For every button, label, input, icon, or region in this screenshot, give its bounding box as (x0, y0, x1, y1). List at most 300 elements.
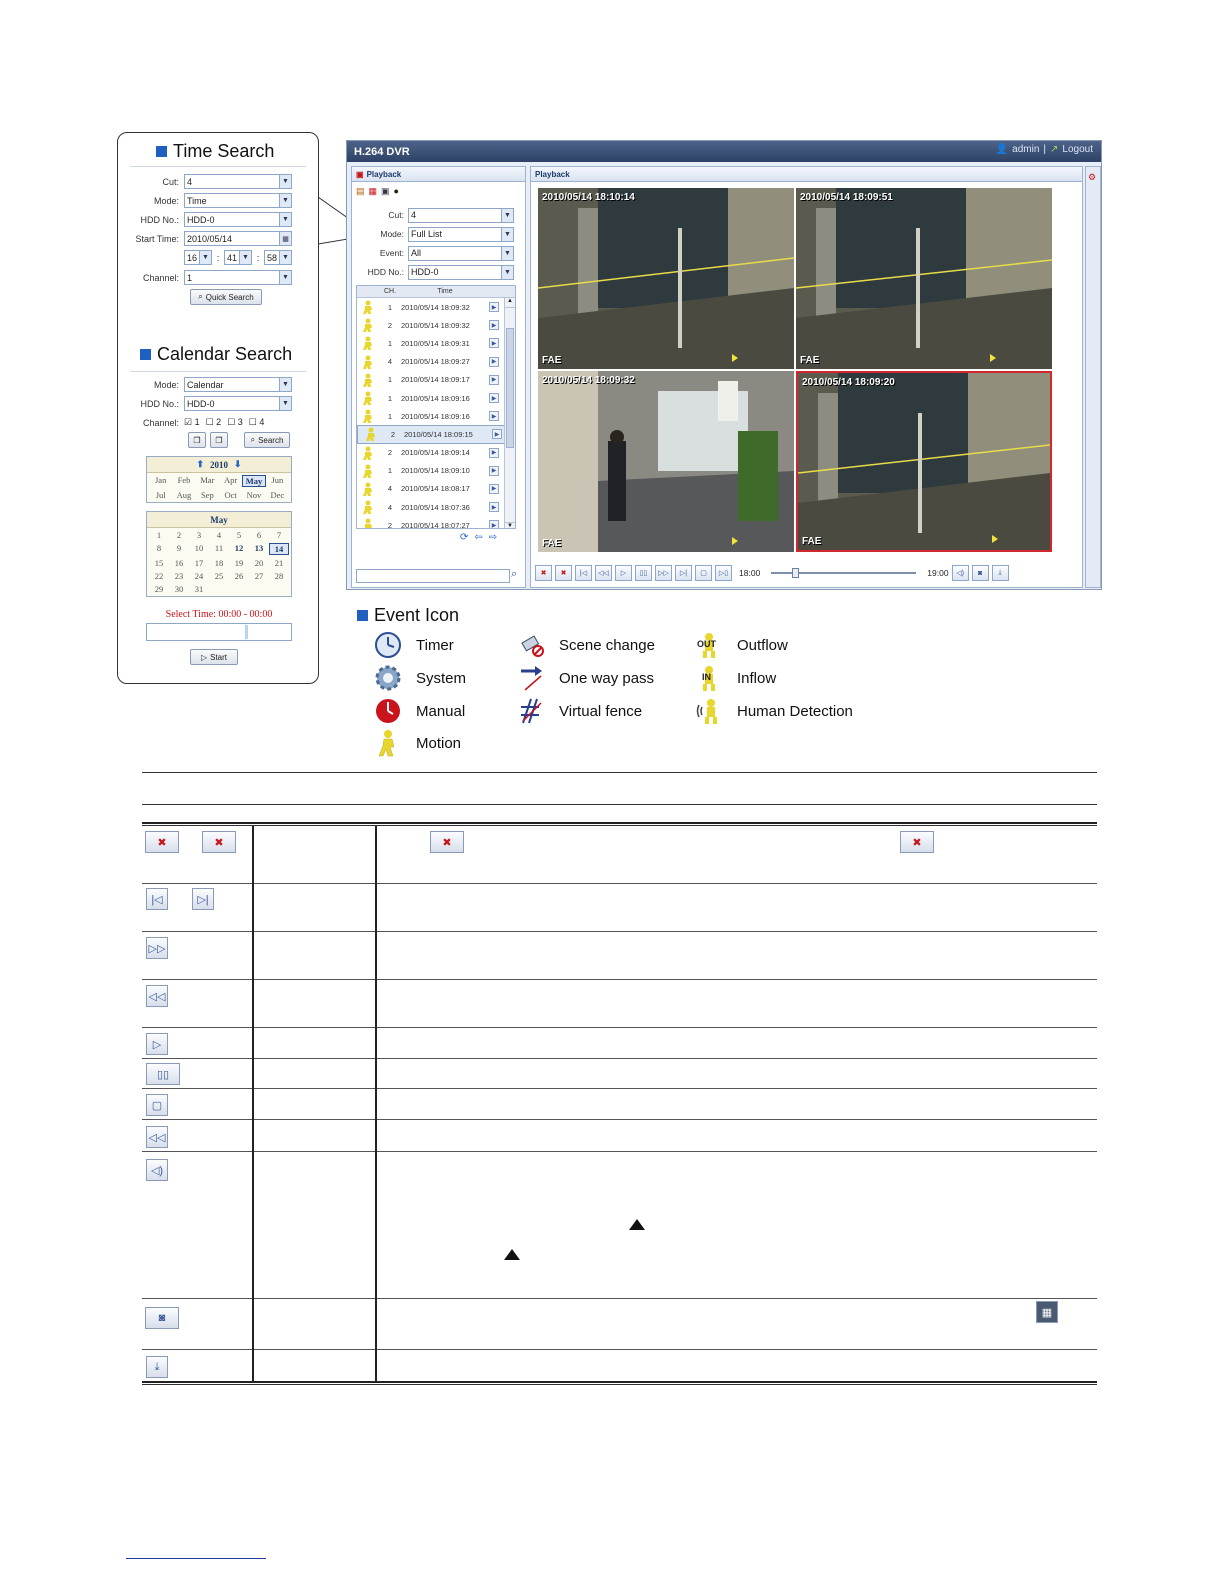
table-stop-icon: ▢ (146, 1094, 168, 1116)
play-event-icon[interactable]: ▶ (489, 520, 499, 529)
channel-4-checkbox[interactable]: ☐ 4 (248, 417, 265, 427)
table-fast-rewind-icon: ◁◁ (146, 985, 168, 1007)
eject-icon (629, 1219, 645, 1230)
play-icon: ▷ (620, 570, 627, 577)
hour-select[interactable]: 16 ▼ (184, 250, 212, 265)
time-channel-row: Channel: 1 ▼ (124, 269, 310, 286)
download-button[interactable] (992, 565, 1009, 581)
magnifier-icon: ⌕ (250, 435, 256, 444)
cal-hdd-row: HDD No.: HDD-0 ▼ (124, 395, 310, 412)
event-channel: 1 (387, 302, 393, 312)
month-cell[interactable]: Feb (177, 475, 191, 485)
table-next-hour-icon: ▷| (192, 888, 214, 910)
table-row (142, 932, 1097, 980)
legend-inflow: IN Inflow (695, 664, 776, 692)
outflow-icon: OUT (695, 631, 723, 659)
table-rule-bottom-1 (142, 1381, 1097, 1383)
clear-button[interactable] (210, 432, 228, 448)
human-event-icon (360, 427, 382, 441)
table-row (142, 1059, 1097, 1089)
table-snapshot-icon: ◙ (145, 1307, 179, 1329)
day-cell[interactable]: 4 (216, 530, 222, 540)
eject-icon (504, 1249, 520, 1260)
cal-mode-select[interactable]: Calendar ▼ (184, 377, 292, 392)
event-row[interactable] (357, 462, 515, 480)
days-grid (147, 528, 291, 596)
event-channel: 1 (387, 338, 393, 348)
chevron-down-icon: ▼ (279, 397, 291, 410)
day-cell[interactable]: 27 (254, 571, 264, 581)
day-cell[interactable]: 22 (154, 571, 164, 581)
table-play-icon: ▷ (146, 1033, 168, 1055)
event-row[interactable] (357, 425, 515, 443)
chevron-down-icon: ▼ (501, 266, 513, 279)
month-cell[interactable]: Apr (224, 475, 238, 485)
motion-event-icon (357, 355, 379, 369)
second-select[interactable]: 58 ▼ (264, 250, 292, 265)
month-cell[interactable]: Sep (200, 490, 214, 500)
table-row (142, 1028, 1097, 1059)
human-detection-icon (695, 697, 723, 725)
month-cell[interactable]: May (242, 475, 265, 487)
time-range-bar[interactable] (146, 623, 292, 641)
event-channel: 1 (387, 375, 393, 385)
outflow-event-icon (357, 373, 379, 387)
play-event-icon[interactable]: ▶ (489, 393, 499, 403)
table-column-divider (252, 826, 254, 1382)
chevron-down-icon: ▼ (501, 228, 513, 241)
event-channel: 2 (387, 520, 393, 529)
timeline-slider[interactable] (771, 568, 916, 578)
chevron-down-icon: ▼ (279, 378, 291, 391)
month-cell[interactable]: Nov (246, 490, 262, 500)
chevron-down-icon: ▼ (279, 175, 291, 188)
legend-timer: Timer (374, 631, 454, 659)
table-audio-icon: ◁) (146, 1159, 168, 1181)
start-button[interactable]: ▷ Start (190, 649, 238, 665)
table-pause-icon: ▯▯ (146, 1063, 180, 1085)
download-icon: ⤓ (998, 569, 1002, 576)
event-time: 2010/05/14 18:09:31 (401, 338, 470, 348)
month-cell[interactable]: Mar (200, 475, 215, 485)
day-cell[interactable]: 18 (214, 558, 224, 568)
previous-hour-button[interactable] (575, 565, 592, 581)
rewind-icon: ◁◁ (598, 570, 609, 577)
event-row[interactable] (357, 316, 515, 334)
cal-mode-row: Mode: Calendar ▼ (124, 376, 310, 393)
channel-1-checkbox[interactable]: ☑ 1 (184, 417, 200, 427)
time-mode-row: Mode: Time ▼ (124, 192, 310, 209)
time-mode-select[interactable]: Time ▼ (184, 193, 292, 208)
list-hdd-select[interactable]: HDD-0 ▼ (408, 265, 514, 280)
slow-icon: ▷▯ (718, 570, 729, 577)
event-channel: 2 (390, 429, 396, 439)
day-cell[interactable]: 5 (236, 530, 242, 540)
play-event-icon[interactable]: ▶ (489, 411, 499, 421)
event-icon-title: Event Icon (357, 605, 459, 626)
event-time: 2010/05/14 18:09:17 (401, 375, 470, 385)
motion-event-icon (357, 500, 379, 514)
table-previous-hour-icon: |◁ (146, 888, 168, 910)
day-cell[interactable]: 24 (194, 571, 204, 581)
inline-close-icon: ✖ (430, 831, 464, 853)
event-list-scrollbar[interactable] (504, 298, 515, 529)
divider (130, 166, 306, 167)
time-cut-row: Cut: 4 ▼ (124, 173, 310, 190)
play-event-icon[interactable]: ▶ (489, 484, 499, 494)
channel-3-checkbox[interactable]: ☐ 3 (227, 417, 243, 427)
play-event-icon[interactable]: ▶ (492, 429, 502, 439)
page-icon: ❒ (215, 435, 223, 445)
play-event-icon[interactable]: ▶ (489, 448, 499, 458)
table-row (142, 1089, 1097, 1120)
event-time: 2010/05/14 18:09:16 (401, 411, 470, 421)
day-cell[interactable]: 19 (234, 558, 244, 568)
slow-play-button[interactable] (715, 565, 732, 581)
scroll-up-icon[interactable]: ▲ (505, 298, 515, 308)
event-rows (357, 298, 515, 529)
cal-channel-row: Channel: ☑ 1 ☐ 2 ☐ 3 ☐ 4 (142, 417, 265, 428)
motion-event-icon (357, 446, 379, 460)
playback-list-pane (351, 166, 526, 588)
day-cell[interactable]: 13 (254, 543, 264, 553)
table-column-divider (375, 826, 377, 1382)
list-mode-row: Mode: Full List ▼ (356, 226, 519, 242)
event-time: 2010/05/14 18:07:27 (401, 520, 470, 529)
month-cell[interactable]: Aug (176, 490, 192, 500)
motion-event-icon (357, 464, 379, 478)
day-cell[interactable]: 29 (154, 584, 164, 594)
outflow-event-icon (357, 391, 379, 405)
month-cell[interactable]: Jun (271, 475, 284, 485)
system-icon (374, 664, 402, 692)
pause-button[interactable] (635, 565, 652, 581)
close-channel-button[interactable] (555, 565, 572, 581)
event-row[interactable] (357, 298, 515, 316)
window-scrollbar[interactable] (1085, 166, 1101, 588)
bullet-square-icon (156, 146, 167, 157)
prev-page-icon[interactable]: ⇦ (474, 532, 483, 543)
playback-icon: ▣ (356, 169, 364, 179)
month-cell[interactable]: Dec (270, 490, 285, 500)
camera-2-scene (796, 188, 1052, 369)
minute-select[interactable]: 41 ▼ (224, 250, 252, 265)
manual-icon (374, 697, 402, 725)
table-rule-double-1 (142, 822, 1097, 824)
list-pane-header: ▣ Playback (352, 167, 525, 182)
time-search-title: Time Search (156, 141, 274, 162)
day-cell[interactable]: 9 (176, 543, 182, 553)
camera-3-scene (538, 371, 794, 552)
close-all-icon: ✖ (540, 570, 547, 577)
day-cell[interactable]: 15 (154, 558, 164, 568)
day-cell[interactable]: 11 (214, 543, 224, 553)
motion-event-icon (357, 318, 379, 332)
channel-2-checkbox[interactable]: ☐ 2 (205, 417, 222, 427)
timeline-start-label: 18:00 (739, 568, 761, 578)
table-row (142, 1120, 1097, 1152)
search-icon[interactable]: ⌕ (511, 568, 518, 580)
day-cell[interactable]: 8 (156, 543, 162, 553)
event-search-icon[interactable]: ▦ (368, 186, 378, 196)
day-cell[interactable]: 1 (156, 530, 162, 540)
legend-motion: Motion (374, 729, 461, 757)
day-cell[interactable]: 21 (274, 558, 284, 568)
chevron-down-icon: ▼ (279, 194, 291, 207)
chevron-down-icon: ▼ (279, 213, 291, 226)
list-nav (460, 532, 497, 543)
time-channel-select[interactable]: 1 ▼ (184, 270, 292, 285)
day-cell[interactable]: 20 (254, 558, 264, 568)
table-rule-header (142, 804, 1097, 805)
table-row (142, 1152, 1097, 1299)
month-cell[interactable]: Jan (154, 475, 167, 485)
inline-close-all-icon: ✖ (900, 831, 934, 853)
inflow-event-icon (357, 300, 379, 314)
scene-change-icon (517, 631, 545, 659)
refresh-icon[interactable]: ⟳ (460, 532, 469, 543)
start-clock-row: 16 ▼ : 41 ▼ : 58 ▼ (124, 249, 310, 266)
event-row[interactable] (357, 389, 515, 407)
next-year-arrow-icon[interactable]: ⬇ (234, 459, 242, 469)
table-fast-forward-icon: ▷▷ (146, 937, 168, 959)
prev-year-arrow-icon[interactable]: ⬆ (196, 459, 204, 469)
play-event-icon[interactable]: ▶ (489, 466, 499, 476)
view-pane-header: Playback (531, 167, 1082, 182)
event-time: 2010/05/14 18:09:32 (401, 320, 470, 330)
day-picker (146, 511, 292, 597)
table-row (142, 1350, 1097, 1381)
close-all-channels-button[interactable] (535, 565, 552, 581)
playback-marker-icon (992, 535, 998, 543)
play-event-icon[interactable]: ▶ (489, 338, 499, 348)
table-row (142, 980, 1097, 1028)
dvr-window (346, 140, 1102, 590)
day-cell[interactable]: 12 (234, 543, 244, 553)
close-icon: ✖ (560, 570, 567, 577)
event-row[interactable] (357, 444, 515, 462)
dvr-title-bar: H.264 DVR 👤 admin | ↗ Logout (347, 141, 1101, 162)
event-time: 2010/05/14 18:08:17 (401, 484, 470, 494)
help-icon[interactable]: ⚙ (1088, 172, 1097, 182)
event-channel: 1 (387, 411, 393, 421)
list-search-input[interactable] (356, 569, 510, 583)
day-cell[interactable]: 30 (174, 584, 184, 594)
camera-view-2[interactable]: 2010/05/14 18:09:51 FAE (796, 188, 1052, 369)
day-cell[interactable]: 25 (214, 571, 224, 581)
table-row (142, 826, 1097, 884)
table-row (142, 884, 1097, 932)
table-rule-top (142, 772, 1097, 773)
table-download-icon: ⤓ (146, 1356, 168, 1378)
event-time: 2010/05/14 18:07:36 (401, 502, 470, 512)
time-range-marker (245, 625, 248, 639)
list-hdd-row: HDD No.: HDD-0 ▼ (356, 264, 519, 280)
human-event-icon (357, 409, 379, 423)
play-icon: ▷ (200, 652, 208, 662)
timeline-end-label: 19:00 (927, 568, 949, 578)
camera-view-3[interactable]: 2010/05/14 18:09:32 FAE (538, 371, 794, 552)
camera-icon: ◙ (977, 569, 983, 577)
pause-icon: ▯▯ (639, 570, 648, 577)
list-toolbar (356, 186, 399, 197)
chevron-down-icon: ▼ (199, 251, 211, 264)
day-cell[interactable]: 17 (194, 558, 204, 568)
event-channel: 1 (387, 466, 393, 476)
play-event-icon[interactable]: ▶ (489, 302, 499, 312)
stop-button[interactable] (695, 565, 712, 581)
list-cut-select[interactable]: 4 ▼ (408, 208, 514, 223)
next-page-icon[interactable]: ⇨ (488, 532, 498, 543)
scroll-thumb[interactable] (506, 328, 514, 448)
event-channel: 1 (387, 393, 393, 403)
time-hdd-row: HDD No.: HDD-0 ▼ (124, 211, 310, 228)
camera-view-4-selected[interactable]: 2010/05/14 18:09:20 FAE (796, 371, 1052, 552)
play-event-icon[interactable]: ▶ (489, 320, 499, 330)
audio-button[interactable] (952, 565, 969, 581)
table-close-all-icon: ✖ (145, 831, 179, 853)
camera-icon[interactable]: ● (393, 186, 399, 196)
bullet-square-icon (140, 349, 151, 360)
camera-1-scene (538, 188, 794, 369)
event-row[interactable] (357, 371, 515, 389)
chevron-down-icon: ▼ (279, 251, 291, 264)
list-cut-row: Cut: 4 ▼ (356, 207, 519, 223)
day-cell[interactable]: 23 (174, 571, 184, 581)
motion-event-icon (357, 482, 379, 496)
legend-virtual-fence: Virtual fence (517, 697, 642, 725)
copy-icon: ❐ (193, 435, 201, 445)
fast-rewind-button[interactable] (595, 565, 612, 581)
legend-outflow: OUT Outflow (695, 631, 788, 659)
virtual-fence-icon (517, 697, 545, 725)
event-row[interactable] (357, 516, 515, 529)
quick-search-button[interactable]: ⌕ Quick Search (190, 289, 262, 305)
inflow-icon: IN (695, 664, 723, 692)
event-row[interactable] (357, 353, 515, 371)
event-time: 2010/05/14 18:09:15 (404, 429, 473, 439)
inline-screen-icon: ▦ (1036, 1301, 1058, 1323)
snapshot-button[interactable] (972, 565, 989, 581)
event-list (356, 285, 516, 529)
hdd-icon[interactable]: ▣ (381, 186, 390, 196)
day-cell[interactable]: 2 (176, 530, 182, 540)
camera-4-scene (798, 373, 1050, 550)
list-mode-select[interactable]: Full List ▼ (408, 227, 514, 242)
username: admin (1012, 144, 1040, 155)
event-channel: 4 (387, 502, 393, 512)
playback-marker-icon (990, 354, 996, 362)
skip-forward-icon: ▷| (679, 570, 688, 577)
event-channel: 2 (387, 320, 393, 330)
legend-human-detection: Human Detection (695, 697, 853, 725)
playback-view-pane (530, 166, 1083, 588)
table-rule-bottom-2 (142, 1384, 1097, 1385)
table-close-icon: ✖ (202, 831, 236, 853)
day-cell[interactable]: 7 (276, 530, 282, 540)
user-icon: 👤 (995, 144, 1009, 155)
day-cell[interactable]: 31 (194, 584, 204, 594)
chevron-down-icon: ▼ (239, 251, 251, 264)
event-row[interactable] (357, 334, 515, 352)
footer-link-rule (126, 1558, 266, 1559)
list-event-row: Event: All ▼ (356, 245, 519, 261)
play-event-icon[interactable]: ▶ (489, 357, 499, 367)
month-header: May (147, 512, 291, 528)
scroll-down-icon[interactable]: ▼ (505, 522, 515, 529)
day-cell[interactable]: 10 (194, 543, 204, 553)
fast-forward-button[interactable] (655, 565, 672, 581)
event-channel: 4 (387, 484, 393, 494)
fast-forward-icon: ▷▷ (658, 570, 669, 577)
calendar-icon[interactable]: ▦ (279, 232, 291, 245)
day-cell[interactable]: 16 (174, 558, 184, 568)
legend-manual: Manual (374, 697, 465, 725)
human-event-icon (357, 336, 379, 350)
select-all-button[interactable] (188, 432, 206, 448)
motion-icon (374, 729, 402, 757)
month-picker (146, 456, 292, 503)
day-cell[interactable]: 6 (256, 530, 262, 540)
event-row[interactable] (357, 480, 515, 498)
divider (130, 371, 306, 372)
event-time: 2010/05/14 18:09:32 (401, 302, 470, 312)
month-cell[interactable]: Jul (155, 490, 166, 500)
next-hour-button[interactable] (675, 565, 692, 581)
skip-back-icon: |◁ (579, 570, 588, 577)
time-hdd-select[interactable]: HDD-0 ▼ (184, 212, 292, 227)
playback-control-bar (535, 563, 1080, 583)
chevron-down-icon: ▼ (279, 271, 291, 284)
event-channel: 2 (387, 448, 393, 458)
camera-view-1[interactable]: 2010/05/14 18:10:14 FAE (538, 188, 794, 369)
play-button[interactable] (615, 565, 632, 581)
magnifier-icon: ⌕ (198, 292, 203, 301)
month-cell[interactable]: Oct (224, 490, 237, 500)
select-time-label: Select Time: 00:00 - 00:00 (165, 609, 273, 620)
logout-icon: ↗ (1050, 144, 1059, 155)
day-cell[interactable]: 26 (234, 571, 244, 581)
table-slow-play-icon: ◁◁ (146, 1126, 168, 1148)
calendar-search-button[interactable]: ⌕ Search (244, 432, 290, 448)
playback-marker-icon (732, 354, 738, 362)
chevron-down-icon: ▼ (501, 247, 513, 260)
slider-thumb[interactable] (792, 568, 799, 578)
start-time-row: Start Time: 2010/05/14 ▦ (124, 230, 310, 247)
speaker-icon: ◁) (956, 570, 964, 577)
play-event-icon[interactable]: ▶ (489, 502, 499, 512)
search-callout-panel (117, 132, 319, 684)
event-time: 2010/05/14 18:09:16 (401, 393, 470, 403)
logout-link[interactable]: Logout (1062, 144, 1093, 155)
event-row[interactable] (357, 498, 515, 516)
play-event-icon[interactable]: ▶ (489, 375, 499, 385)
timer-icon (374, 631, 402, 659)
event-time: 2010/05/14 18:09:14 (401, 448, 470, 458)
list-event-select[interactable]: All ▼ (408, 246, 514, 261)
cal-hdd-select[interactable]: HDD-0 ▼ (184, 396, 292, 411)
event-row[interactable] (357, 407, 515, 425)
legend-system: System (374, 664, 466, 692)
start-date-input[interactable]: 2010/05/14 ▦ (184, 231, 292, 246)
time-cut-select[interactable]: 4 ▼ (184, 174, 292, 189)
bullet-square-icon (357, 610, 368, 621)
list-view-icon[interactable]: ▤ (356, 186, 365, 196)
day-cell[interactable]: 28 (274, 571, 284, 581)
stop-icon: ▢ (700, 570, 707, 577)
day-cell[interactable]: 3 (196, 530, 202, 540)
day-cell[interactable]: 14 (269, 543, 289, 555)
